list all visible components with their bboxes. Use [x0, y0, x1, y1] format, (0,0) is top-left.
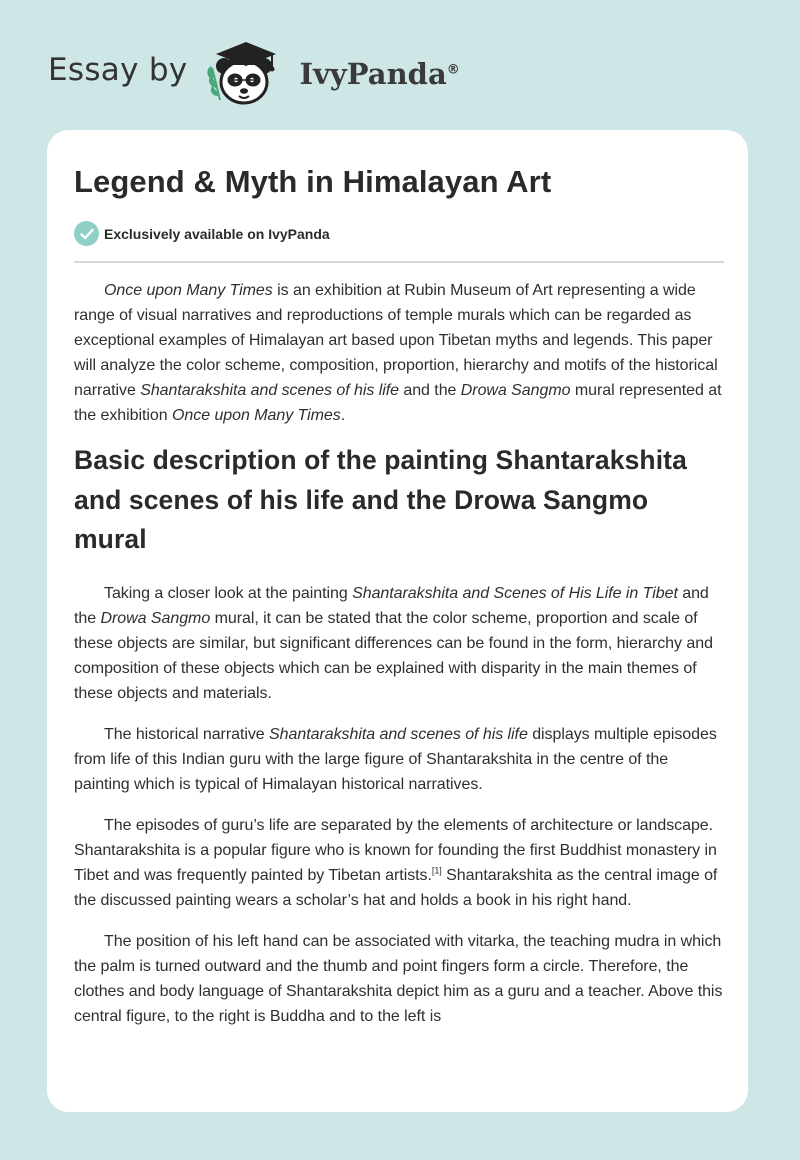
- divider: [74, 261, 724, 263]
- paragraph-4: The position of his left hand can be associated with vitarka, the teaching mudra in which the palm is turned outward and the thumb and point fingers form a circle. Therefore, the clothes and body language of Shantarakshita depict him as a guru and a teacher. Above this central figure, to the right is Buddha and to the left is: [74, 932, 723, 1025]
- brand-header: [48, 36, 460, 108]
- brand-name: IvyPanda®: [299, 57, 460, 91]
- paragraph-2: The historical narrative Shantarakshita and scenes of his life displays multiple episodes from life of this Indian guru with the large figure of Shantarakshita in the centre of the painting which is typical of Himalayan historical narratives.: [74, 725, 717, 793]
- page-title: Legend & Myth in Himalayan Art: [74, 164, 552, 199]
- exclusive-badge-label: Exclusively available on IvyPanda: [104, 225, 330, 242]
- brand-prefix: Essay by: [48, 52, 188, 88]
- check-icon: [74, 221, 99, 246]
- panda-logo-icon: [202, 36, 294, 108]
- intro-paragraph: Once upon Many Times is an exhibition at Rubin Museum of Art representing a wide range of visual narratives and reproductions of temple murals which can be regarded as exceptional examples of Himalayan art based upon Tibetan myths and legends. This paper will analyze the color scheme, composition, proportion, hierarchy and motifs of the historical narrative Shantarakshita and scenes of his life and the Drowa Sangmo mural represented at the exhibition Once upon Many Times.: [74, 282, 722, 424]
- paragraph-3: The episodes of guru’s life are separated by the elements of architecture or landscape. Shantarakshita is a popular figure who is known for founding the first Buddhist monastery in Tibet and was frequently painted by Tibetan artists.[1] Shantarakshita as the central image of the discussed painting wears a scholar’s hat and holds a book in his right hand.: [74, 816, 718, 909]
- essay-card: [47, 130, 748, 1112]
- section-heading: Basic description of the painting Shantarakshita and scenes of his life and the Drowa Sangmo mural: [74, 445, 687, 554]
- exclusive-badge: [74, 221, 330, 246]
- essay-body: [74, 278, 724, 1029]
- paragraph-1: Taking a closer look at the painting Shantarakshita and Scenes of His Life in Tibet and the Drowa Sangmo mural, it can be stated that the color scheme, proportion and scale of these objects are similar, but significant differences can be found in the form, hierarchy and composition of these objects which can be explained with disparity in the main themes of these objects and materials.: [74, 584, 713, 702]
- footnote-link[interactable]: [1]: [431, 865, 442, 876]
- bottom-fade: [47, 1042, 748, 1112]
